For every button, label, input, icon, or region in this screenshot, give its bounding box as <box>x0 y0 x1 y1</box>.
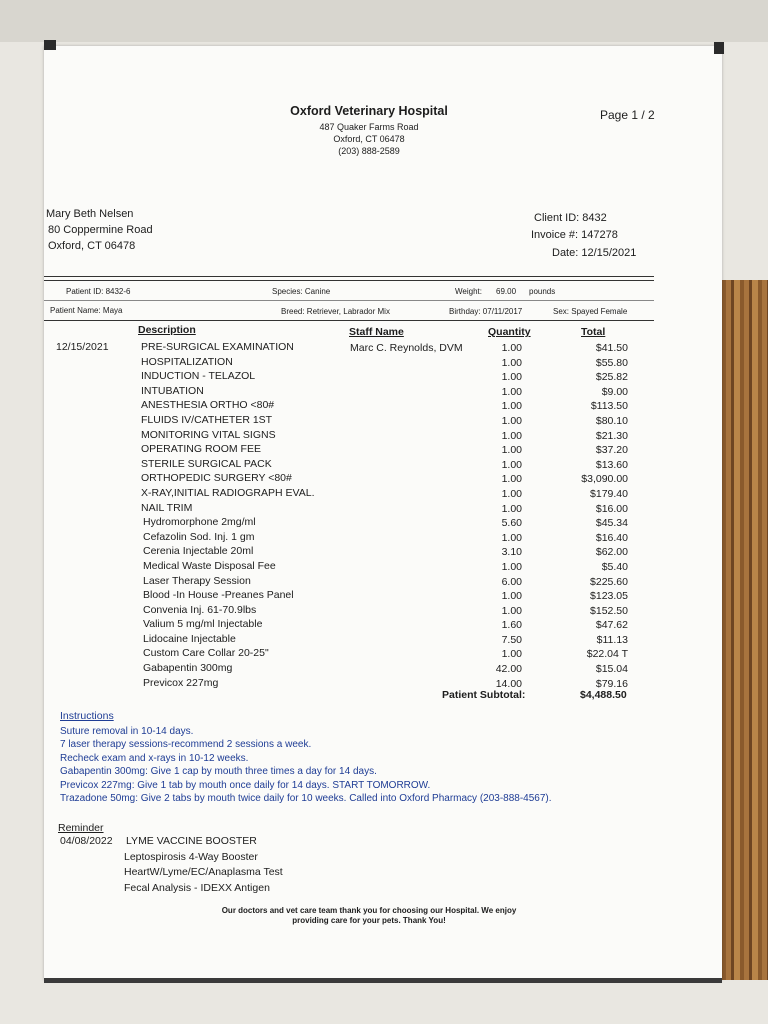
instructions-title: Instructions <box>60 710 114 722</box>
invoice-page <box>44 46 722 980</box>
reminder-date: 04/08/2022 <box>60 835 113 847</box>
page-bottom-edge <box>44 978 722 983</box>
line-item-total: $62.00 <box>595 546 628 559</box>
line-item-total: $16.40 <box>595 531 628 544</box>
line-item-quantity: 1.00 <box>501 385 522 398</box>
subtotal-label: Patient Subtotal: <box>442 689 526 701</box>
patient-birthday: Birthday: 07/11/2017 <box>449 307 523 316</box>
hospital-address-2: Oxford, CT 06478 <box>333 134 405 144</box>
line-item-description: INTUBATION <box>141 384 204 397</box>
line-item-quantity: 1.00 <box>501 648 522 661</box>
line-item-quantity: 1.00 <box>501 414 522 427</box>
line-item-description: Lidocaine Injectable <box>143 632 236 645</box>
instruction-line: Gabapentin 300mg: Give 1 cap by mouth three times a day for 14 days. <box>60 766 377 778</box>
instructions-list <box>60 725 552 805</box>
hospital-name: Oxford Veterinary Hospital <box>290 104 448 118</box>
line-item-quantity: 1.00 <box>501 444 522 457</box>
line-item-description: Custom Care Collar 20-25" <box>143 647 269 660</box>
hospital-address-1: 487 Quaker Farms Road <box>319 122 419 132</box>
line-item-quantity: 1.00 <box>501 487 522 500</box>
line-item-total: $47.62 <box>595 619 628 632</box>
patient-species: Species: Canine <box>272 287 331 296</box>
line-item-description: HOSPITALIZATION <box>141 355 233 368</box>
patient-bottom-rule <box>44 320 654 321</box>
line-item-quantity: 3.10 <box>501 546 522 559</box>
line-item-description: Blood -In House -Preanes Panel <box>143 589 294 602</box>
reminder-item: Fecal Analysis - IDEXX Antigen <box>124 881 270 894</box>
patient-weight-label: Weight: <box>455 287 482 296</box>
patient-name: Patient Name: Maya <box>50 306 123 315</box>
line-item-total: $225.60 <box>590 575 628 588</box>
header-rule-2 <box>44 280 654 281</box>
service-date: 12/15/2021 <box>56 341 109 353</box>
subtotal-value: $4,488.50 <box>580 689 627 701</box>
patient-row-rule <box>44 300 654 301</box>
line-item-description: MONITORING VITAL SIGNS <box>141 428 276 441</box>
line-item-quantity: 1.00 <box>501 590 522 603</box>
background-top <box>0 0 768 42</box>
footer-line-2: providing care for your pets. Thank You! <box>292 916 446 925</box>
line-item-total: $15.04 <box>595 663 628 676</box>
line-item-description: OPERATING ROOM FEE <box>141 443 261 456</box>
reminder-item: LYME VACCINE BOOSTER <box>126 835 257 847</box>
line-item-total: $13.60 <box>595 458 628 471</box>
patient-breed: Breed: Retriever, Labrador Mix <box>281 307 390 316</box>
line-item-description: Gabapentin 300mg <box>143 662 233 675</box>
column-description: Description <box>138 324 196 336</box>
line-item-total: $179.40 <box>590 487 628 500</box>
line-item-description: Convenia Inj. 61-70.9lbs <box>143 603 257 616</box>
line-item-description: X-RAY,INITIAL RADIOGRAPH EVAL. <box>141 486 315 499</box>
page-number: Page 1 / 2 <box>600 108 655 122</box>
line-item-quantity: 1.00 <box>501 400 522 413</box>
line-item-description: Cefazolin Sod. Inj. 1 gm <box>143 530 255 543</box>
item-descriptions <box>141 340 315 690</box>
line-item-total: $21.30 <box>595 429 628 442</box>
line-item-quantity: 1.00 <box>501 473 522 486</box>
client-id: Client ID: 8432 <box>534 212 607 224</box>
staff-name: Marc C. Reynolds, DVM <box>350 342 463 354</box>
line-item-description: Valium 5 mg/ml Injectable <box>143 618 263 631</box>
line-item-total: $3,090.00 <box>581 473 628 486</box>
column-total: Total <box>581 326 606 338</box>
line-item-quantity: 1.00 <box>501 371 522 384</box>
line-item-total: $5.40 <box>601 560 628 573</box>
line-item-total: $22.04 T <box>586 648 628 661</box>
line-item-quantity: 7.50 <box>501 633 522 646</box>
line-item-quantity: 1.00 <box>501 502 522 515</box>
patient-weight-unit: pounds <box>529 287 556 296</box>
instruction-line: Trazadone 50mg: Give 2 tabs by mouth twice daily for 10 weeks. Called into Oxford Pharmacy (203-888-4567). <box>60 793 552 805</box>
line-item-description: Previcox 227mg <box>143 676 219 689</box>
instruction-line: Recheck exam and x-rays in 10-12 weeks. <box>60 752 249 764</box>
line-item-total: $41.50 <box>595 342 628 354</box>
line-item-description: NAIL TRIM <box>141 501 193 514</box>
item-quantities <box>466 341 522 691</box>
line-item-quantity: 6.00 <box>501 575 522 588</box>
line-item-description: ORTHOPEDIC SURGERY <80# <box>141 472 292 485</box>
line-item-quantity: 1.00 <box>501 531 522 544</box>
instruction-line: 7 laser therapy sessions-recommend 2 sessions a week. <box>60 739 312 751</box>
line-item-quantity: 1.00 <box>501 458 522 471</box>
line-item-description: Cerenia Injectable 20ml <box>143 545 254 558</box>
line-item-quantity: 42.00 <box>495 663 522 676</box>
line-item-total: $79.16 <box>595 677 628 690</box>
hospital-phone: (203) 888-2589 <box>338 146 400 156</box>
client-street: 80 Coppermine Road <box>48 224 153 236</box>
item-totals <box>556 341 628 691</box>
invoice-number: Invoice #: 147278 <box>531 229 618 241</box>
line-item-quantity: 1.00 <box>501 356 522 369</box>
invoice-date: Date: 12/15/2021 <box>552 247 637 259</box>
line-item-quantity: 1.00 <box>501 342 522 354</box>
line-item-total: $152.50 <box>590 604 628 617</box>
line-item-total: $37.20 <box>595 444 628 457</box>
line-item-description: Laser Therapy Session <box>143 574 251 587</box>
line-item-quantity: 1.60 <box>501 619 522 632</box>
reminder-list <box>126 834 283 896</box>
patient-id: Patient ID: 8432-6 <box>66 287 131 296</box>
line-item-description: Hydromorphone 2mg/ml <box>143 516 256 529</box>
client-name: Mary Beth Nelsen <box>46 208 134 220</box>
patient-weight: 69.00 <box>496 287 517 296</box>
corner-mark-left <box>44 40 56 50</box>
line-item-description: INDUCTION - TELAZOL <box>141 370 256 383</box>
line-item-total: $11.13 <box>596 633 628 646</box>
line-item-description: ANESTHESIA ORTHO <80# <box>141 399 275 412</box>
reminder-title: Reminder <box>58 822 104 834</box>
line-item-total: $55.80 <box>595 356 628 369</box>
reminder-item: Leptospirosis 4-Way Booster <box>124 850 258 863</box>
column-staff: Staff Name <box>349 326 404 338</box>
corner-mark-right <box>714 42 724 54</box>
line-item-quantity: 5.60 <box>501 517 522 530</box>
line-item-description: FLUIDS IV/CATHETER 1ST <box>141 413 273 426</box>
line-item-description: PRE-SURGICAL EXAMINATION <box>141 341 294 353</box>
line-item-total: $16.00 <box>595 502 628 515</box>
patient-sex: Sex: Spayed Female <box>553 307 628 316</box>
line-item-total: $123.05 <box>590 590 628 603</box>
line-item-quantity: 1.00 <box>501 604 522 617</box>
client-city: Oxford, CT 06478 <box>48 240 136 252</box>
instruction-line: Suture removal in 10-14 days. <box>60 726 194 737</box>
footer-line-1: Our doctors and vet care team thank you for choosing our Hospital. We enjoy <box>221 906 517 915</box>
line-item-total: $25.82 <box>595 371 628 384</box>
line-item-description: STERILE SURGICAL PACK <box>141 457 272 470</box>
line-item-quantity: 14.00 <box>495 677 522 690</box>
column-quantity: Quantity <box>488 326 531 338</box>
line-item-total: $80.10 <box>595 414 628 427</box>
header-rule <box>44 276 654 277</box>
line-item-quantity: 1.00 <box>501 560 522 573</box>
line-item-quantity: 1.00 <box>501 429 522 442</box>
reminder-item: HeartW/Lyme/EC/Anaplasma Test <box>124 866 283 879</box>
line-item-description: Medical Waste Disposal Fee <box>143 559 276 572</box>
instruction-line: Previcox 227mg: Give 1 tab by mouth once daily for 14 days. START TOMORROW. <box>60 779 431 791</box>
line-item-total: $113.50 <box>590 400 628 413</box>
wood-surface <box>722 280 768 980</box>
line-item-total: $9.00 <box>601 385 628 398</box>
line-item-total: $45.34 <box>595 517 628 530</box>
